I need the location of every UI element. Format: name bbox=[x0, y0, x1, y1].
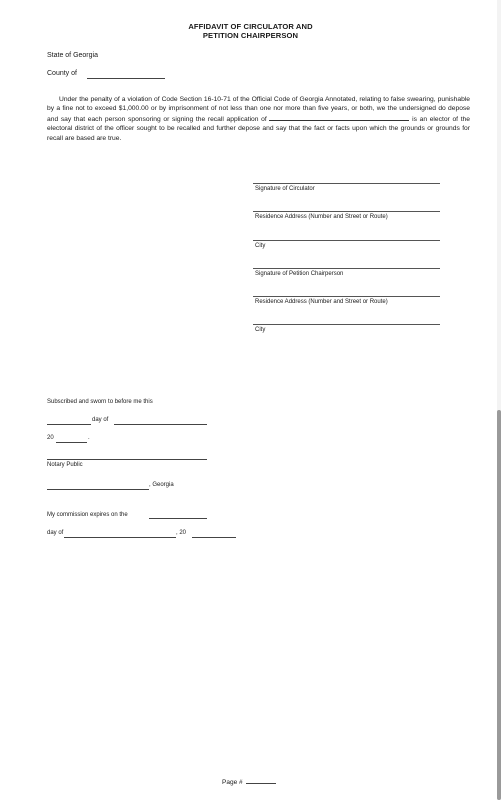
paragraph-part2: is an elector of the electoral district of the officer sought to be recalled and further depose and say that the fact or facts upon which the grounds or grounds for recall are based are true. bbox=[47, 115, 470, 142]
county-notary-blank bbox=[47, 489, 149, 490]
subscribed-label: Subscribed and sworn to before me this bbox=[47, 399, 153, 405]
affidavit-paragraph bbox=[47, 95, 470, 143]
county-blank bbox=[87, 78, 165, 79]
notary-signature-line bbox=[47, 459, 207, 460]
notary-public-label: Notary Public bbox=[47, 462, 83, 468]
year-label-2: , 20 bbox=[176, 530, 187, 536]
county-label: County of bbox=[47, 70, 77, 77]
commission-month-blank bbox=[64, 537, 176, 538]
page-number-footer bbox=[222, 778, 276, 786]
state-label: State of Georgia bbox=[47, 52, 98, 59]
chair-city-line bbox=[253, 324, 440, 325]
chair-city-label: City bbox=[255, 327, 266, 333]
applicant-blank bbox=[269, 114, 409, 121]
circulator-city-line bbox=[253, 240, 440, 241]
day-blank bbox=[47, 424, 91, 425]
year-suffix: . bbox=[88, 435, 90, 441]
month-blank bbox=[114, 424, 207, 425]
paragraph-part1: Under the penalty of a violation of Code Section 16-10-71 of the Official Code of Georgia Annotated, relating to false swearing, punishable by a fine not to exceed $1,000.00 or by imprisonment of not less than one nor more than five years, or both, we the undersigned do depose and say that each person sponsoring or signing the recall application of bbox=[47, 96, 470, 123]
year-prefix: 20 bbox=[47, 435, 54, 441]
georgia-label: , Georgia bbox=[149, 482, 174, 488]
scrollbar-thumb[interactable] bbox=[497, 410, 501, 800]
document-title-line2: PETITION CHAIRPERSON bbox=[202, 31, 299, 40]
day-of-label-2: day of bbox=[47, 530, 64, 536]
year-blank bbox=[56, 442, 87, 443]
circulator-city-label: City bbox=[255, 243, 266, 249]
commission-day-blank bbox=[149, 518, 207, 519]
commission-year-blank bbox=[192, 537, 236, 538]
commission-label: My commission expires on the bbox=[47, 512, 128, 518]
circulator-address-label: Residence Address (Number and Street or Route) bbox=[255, 214, 388, 220]
document-title-line1: AFFIDAVIT OF CIRCULATOR AND bbox=[188, 22, 313, 31]
day-of-label: day of bbox=[92, 417, 109, 423]
chair-signature-line bbox=[253, 268, 440, 269]
chair-signature-label: Signature of Petition Chairperson bbox=[255, 271, 344, 277]
circulator-signature-line bbox=[253, 183, 440, 184]
circulator-signature-label: Signature of Circulator bbox=[255, 186, 315, 192]
page-number-blank bbox=[246, 778, 276, 784]
page-number-label: Page # bbox=[222, 779, 243, 786]
chair-address-label: Residence Address (Number and Street or Route) bbox=[255, 299, 388, 305]
chair-address-line bbox=[253, 296, 440, 297]
circulator-address-line bbox=[253, 211, 440, 212]
